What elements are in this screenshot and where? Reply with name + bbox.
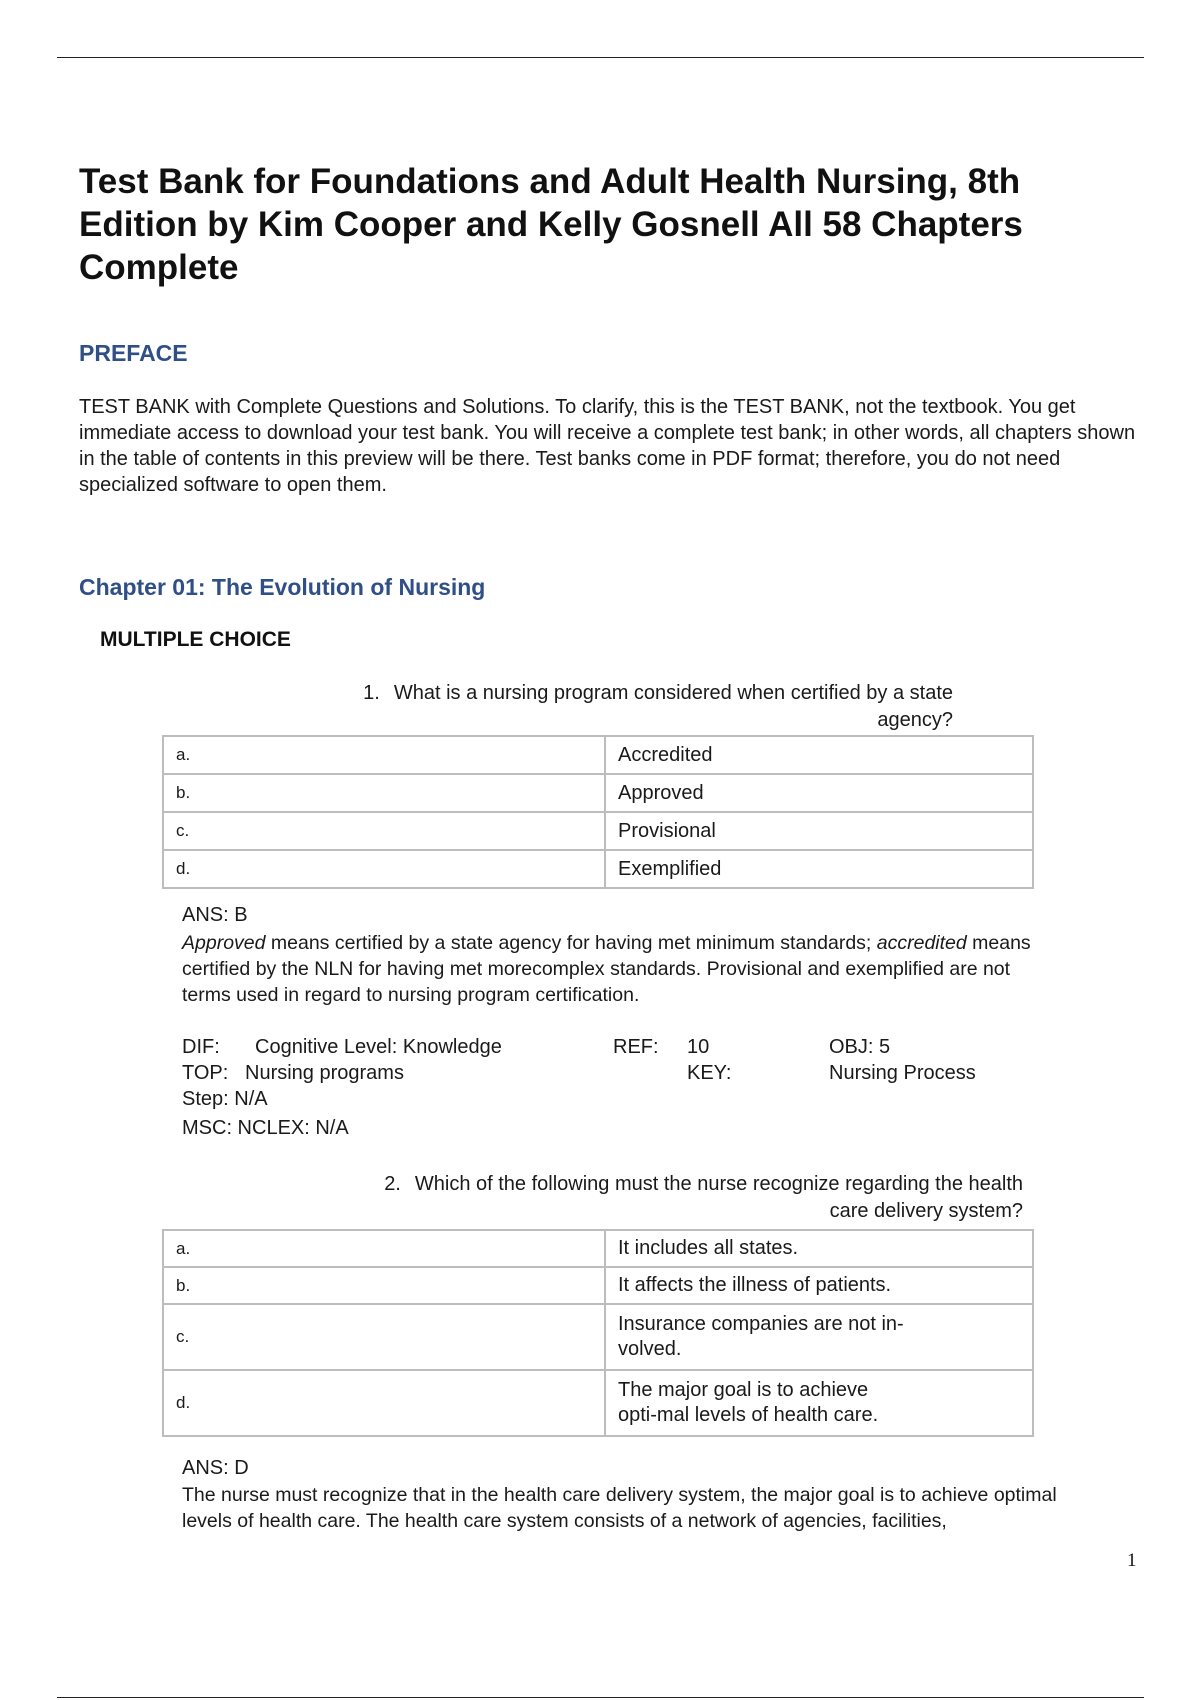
question-1-stem — [330, 680, 953, 734]
rationale-text: means certified by the NLN for having met morecomplex standards. Provisional and exemplified are not terms used in regard to nursing program certification. — [182, 932, 1031, 1006]
top-rule — [57, 57, 1144, 58]
option-letter: c. — [163, 1304, 605, 1370]
option-text: Approved — [605, 774, 1033, 812]
document-title: Test Bank for Foundations and Adult Health Nursing, 8th Edition by Kim Cooper and Kelly Gosnell All 58 Chapters Complete — [79, 162, 1023, 287]
option-letter: a. — [163, 736, 605, 774]
option-text: The major goal is to achieve opti-mal levels of health care. — [605, 1370, 1033, 1436]
dif-label: DIF: — [182, 1036, 220, 1058]
top-label: TOP: — [182, 1062, 229, 1084]
option-row — [163, 1370, 1033, 1436]
option-letter: c. — [163, 812, 605, 850]
option-row — [163, 850, 1033, 888]
option-row — [163, 774, 1033, 812]
question-text: What is a nursing program considered when certified by a state agency? — [393, 682, 953, 731]
rationale-text: means certified by a state agency for having met minimum standards; — [265, 932, 877, 954]
option-text: Insurance companies are not in-volved. — [605, 1304, 1033, 1370]
top-value: Nursing programs — [245, 1062, 404, 1084]
rationale-emphasis: Approved — [182, 932, 266, 954]
section-label: MULTIPLE CHOICE — [100, 628, 291, 651]
option-text: It affects the illness of patients. — [605, 1267, 1033, 1304]
option-row — [163, 1304, 1033, 1370]
msc-value: MSC: NCLEX: N/A — [182, 1117, 349, 1139]
option-letter: a. — [163, 1230, 605, 1267]
page-number: 1 — [1127, 1550, 1137, 1571]
option-text: Accredited — [605, 736, 1033, 774]
question-1-options — [162, 735, 1034, 889]
question-2-stem — [340, 1171, 1023, 1225]
question-2-answer: ANS: D — [182, 1457, 249, 1479]
option-row — [163, 736, 1033, 774]
key-label: KEY: — [687, 1062, 732, 1084]
question-1-answer: ANS: B — [182, 904, 248, 926]
ref-label: REF: — [613, 1036, 659, 1058]
question-2-rationale: The nurse must recognize that in the health care delivery system, the major goal is to achieve optimal levels of health care. The health care system consists of a network of agencies, facilities, — [182, 1484, 1057, 1532]
rationale-emphasis: accredited — [876, 932, 967, 954]
bottom-rule — [57, 1697, 1144, 1698]
ref-value: 10 — [687, 1036, 710, 1058]
option-text: Provisional — [605, 812, 1033, 850]
dif-value: Cognitive Level: Knowledge — [255, 1036, 502, 1058]
option-row — [163, 812, 1033, 850]
question-1-rationale — [182, 930, 1042, 1008]
preface-text: TEST BANK with Complete Questions and Solutions. To clarify, this is the TEST BANK, not the textbook. You get immediate access to download your test bank. You will receive a complete test bank; in other words, all chapters shown in the table of contents in this preview will be there. Test banks come in PDF format; therefore, you do not need specialized software to open them. — [79, 396, 1136, 496]
preface-heading: PREFACE — [79, 340, 188, 366]
obj-value: OBJ: 5 — [829, 1036, 891, 1058]
option-letter: d. — [163, 850, 605, 888]
question-text: Which of the following must the nurse recognize regarding the health care delivery system? — [414, 1173, 1023, 1222]
question-number: 1. — [363, 682, 380, 704]
option-row — [163, 1230, 1033, 1267]
question-number: 2. — [384, 1173, 401, 1195]
chapter-heading: Chapter 01: The Evolution of Nursing — [79, 574, 486, 600]
option-letter: d. — [163, 1370, 605, 1436]
question-2-options — [162, 1229, 1034, 1437]
option-row — [163, 1267, 1033, 1304]
option-letter: b. — [163, 774, 605, 812]
option-text: It includes all states. — [605, 1230, 1033, 1267]
option-letter: b. — [163, 1267, 605, 1304]
step-value: Step: N/A — [182, 1088, 268, 1110]
option-text: Exemplified — [605, 850, 1033, 888]
key-value: Nursing Process — [829, 1062, 976, 1084]
